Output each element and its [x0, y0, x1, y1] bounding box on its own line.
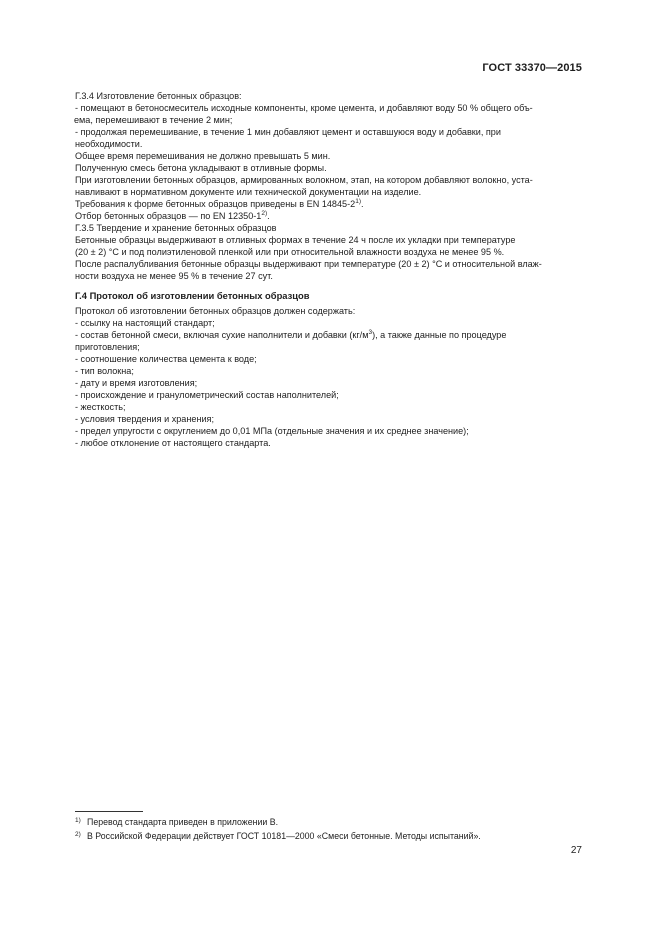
paragraph: Общее время перемешивания не должно превышать 5 мин.: [75, 151, 331, 161]
paragraph: Отбор бетонных образцов — по EN 12350-1$^{2)}$.: [75, 209, 270, 221]
list-item: - ссылку на настоящий стандарт;: [75, 318, 215, 328]
paragraph: Бетонные образцы выдерживают в отливных формах в течение 24 ч после их укладки при температуре (20 ± 2) °С и под полиэтиленовой пленкой или при относительной влажности воздуха не менее 95 %.: [75, 235, 516, 257]
paragraph: Требования к форме бетонных образцов приведены в EN 14845-2$^{1)}$.: [75, 197, 364, 209]
footnote-mark: 1): [75, 817, 81, 824]
list-item: - тип волокна;: [75, 366, 134, 376]
document-id: ГОСТ 33370—2015: [482, 62, 582, 74]
section-g3-5-title: Г.3.5 Твердение и хранение бетонных образцов: [75, 223, 277, 233]
footnote-1: [75, 816, 581, 830]
footnote-divider: [75, 811, 143, 812]
document-body: [75, 90, 581, 449]
list-item: - дату и время изготовления;: [75, 378, 198, 388]
list-item: - происхождение и гранулометрический состав наполнителей;: [75, 390, 339, 400]
footnote-mark: 2): [75, 830, 81, 838]
list-item: - жесткость;: [75, 402, 126, 412]
footnote-text: Перевод стандарта приведен в приложении В.: [87, 817, 279, 827]
list-item: - предел упругости с округлением до 0,01 МПа (отдельные значения и их среднее значение);: [75, 426, 469, 436]
footnote-text: В Российской Федерации действует ГОСТ 10181—2000 «Смеси бетонные. Методы испытаний».: [87, 830, 481, 841]
footnote-ref: 1): [355, 197, 361, 205]
section-g3-4-title: Г.3.4 Изготовление бетонных образцов:: [75, 91, 242, 101]
list-item: - состав бетонной смеси, включая сухие наполнители и добавки $(кг/м^3)$, а также данные по процедуре приготовления;: [75, 328, 507, 352]
section-g4-title: Г.4 Протокол об изготовлении бетонных образцов: [75, 290, 310, 301]
paragraph: После распалубливания бетонные образцы выдерживают при температуре (20 ± 2) °С и относительной влаж- ности воздуха не менее 95 % в течение 27 сут.: [75, 259, 542, 281]
paragraph: При изготовлении бетонных образцов, армированных волокном, этап, на котором добавляют волокно, уста- навливают в нормативном документе или технической документации на изделие.: [75, 175, 533, 197]
paragraph: Протокол об изготовлении бетонных образцов должен содержать:: [75, 306, 356, 316]
paragraph: Полученную смесь бетона укладывают в отливные формы.: [75, 163, 327, 173]
list-item: - любое отклонение от настоящего стандарта.: [75, 438, 271, 448]
list-item: - условия твердения и хранения;: [75, 414, 214, 424]
list-item: - помещают в бетоносмеситель исходные компоненты, кроме цемента, и добавляют воду 50 % общего объ- ема, перемешивают в течение 2 мин;: [74, 103, 533, 125]
list-item: - соотношение количества цемента к воде;: [75, 354, 257, 364]
footnote-2: [75, 830, 581, 844]
page-number: 27: [570, 845, 582, 856]
footnote-ref: 2): [261, 209, 268, 217]
footnotes: [75, 816, 581, 843]
list-item: - продолжая перемешивание, в течение 1 мин добавляют цемент и оставшуюся воду и добавки, при необходимости.: [75, 127, 501, 149]
